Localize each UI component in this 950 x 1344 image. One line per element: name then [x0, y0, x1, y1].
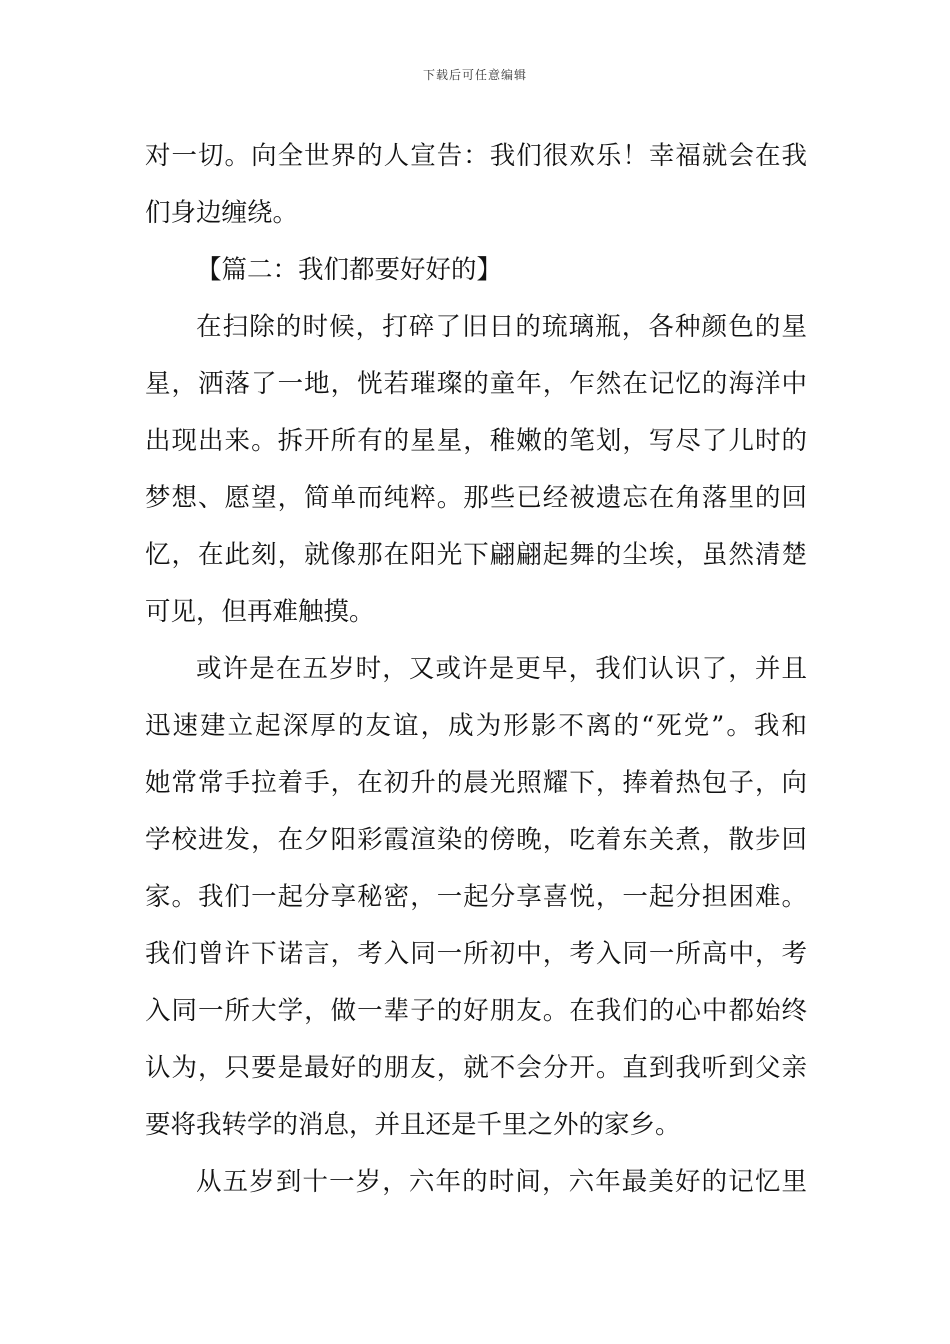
text-line: 她常常手拉着手，在初升的晨光照耀下，捧着热包子，向	[145, 768, 807, 798]
text-line: 家。我们一起分享秘密，一起分享喜悦，一起分担困难。	[145, 882, 807, 912]
text-line: 星，洒落了一地，恍若璀璨的童年，乍然在记忆的海洋中	[145, 369, 807, 399]
text-line: 要将我转学的消息，并且还是千里之外的家乡。	[145, 1110, 681, 1140]
text-line: 对一切。向全世界的人宣告：我们很欢乐！幸福就会在我	[145, 141, 807, 171]
text-line: 迅速建立起深厚的友谊，成为形影不离的“死党”。我和	[145, 711, 807, 741]
text-line: 可见，但再难触摸。	[145, 597, 375, 627]
text-line: 认为，只要是最好的朋友，就不会分开。直到我听到父亲	[145, 1053, 807, 1083]
text-line: 入同一所大学，做一辈子的好朋友。在我们的心中都始终	[145, 996, 807, 1026]
text-line: 在扫除的时候，打碎了旧日的琉璃瓶，各种颜色的星	[196, 312, 807, 342]
text-line: 梦想、愿望，简单而纯粹。那些已经被遗忘在角落里的回	[145, 483, 807, 513]
section-heading: 【篇二：我们都要好好的】	[196, 255, 503, 285]
text-line: 我们曾许下诺言，考入同一所初中，考入同一所高中，考	[145, 939, 807, 969]
document-body	[145, 128, 807, 1211]
text-line: 出现出来。拆开所有的星星，稚嫩的笔划，写尽了儿时的	[145, 426, 807, 456]
text-line: 忆，在此刻，就像那在阳光下翩翩起舞的尘埃，虽然清楚	[145, 540, 807, 570]
text-line: 从五岁到十一岁，六年的时间，六年最美好的记忆里	[196, 1167, 807, 1197]
text-line: 学校进发，在夕阳彩霞渲染的傍晚，吃着东关煮，散步回	[145, 825, 807, 855]
page-header: 下载后可任意编辑	[422, 68, 527, 82]
text-line: 或许是在五岁时，又或许是更早，我们认识了，并且	[196, 654, 807, 684]
text-line: 们身边缠绕。	[145, 198, 299, 228]
